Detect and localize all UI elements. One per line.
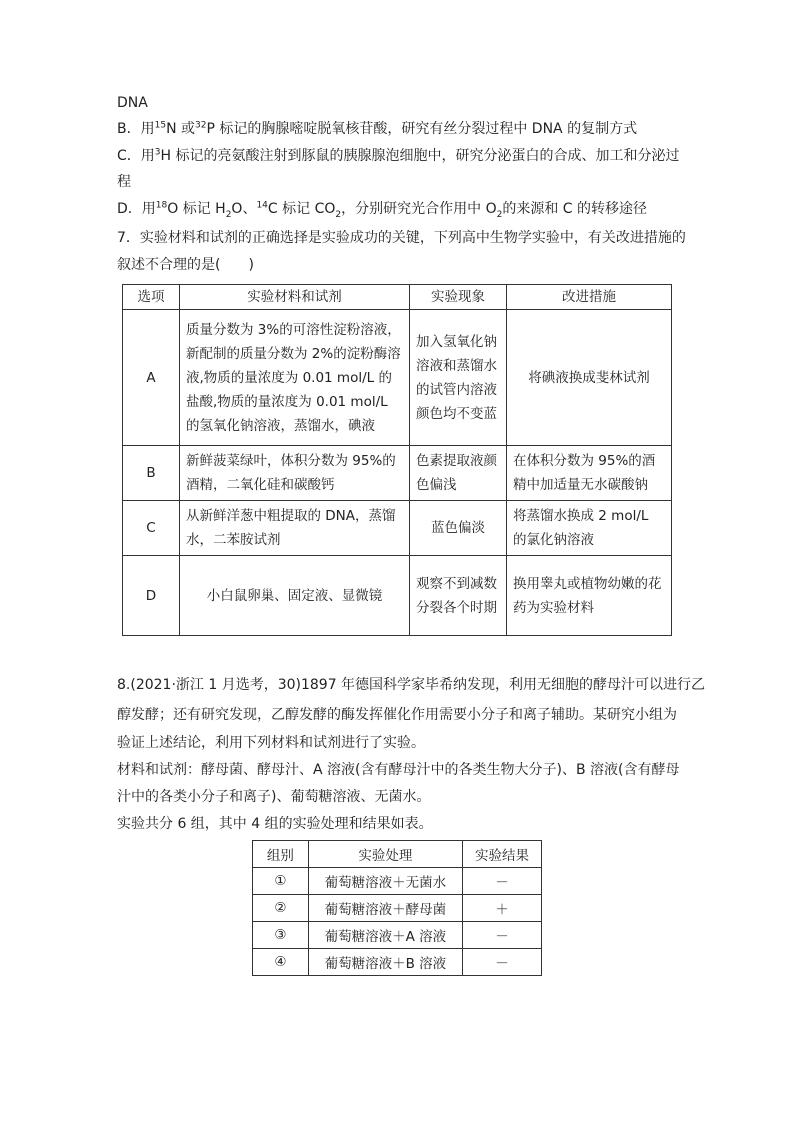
cell-material: 小白鼠卵巢、固定液、显微镜 bbox=[180, 556, 410, 636]
option-c-line bbox=[117, 146, 680, 166]
text: B．用 bbox=[117, 121, 155, 137]
subscript: 2 bbox=[225, 209, 232, 220]
text: 叙述不合理的是( ) bbox=[117, 257, 254, 273]
text: 8.(2021·浙江 1 月选考，30)1897 年德国科学家毕希纳发现，利用无细胞的酵母汁可以进行乙 bbox=[117, 677, 706, 693]
text-line-dna bbox=[117, 93, 148, 113]
cell-treatment: 葡萄糖溶液＋A 溶液 bbox=[308, 922, 462, 949]
superscript: 3 bbox=[154, 147, 161, 158]
cell-fix: 换用睾丸或植物幼嫩的花药为实验材料 bbox=[507, 556, 672, 636]
text: O 标记 H bbox=[167, 201, 226, 217]
question-8-table bbox=[252, 840, 542, 976]
cell-group: ① bbox=[253, 868, 309, 895]
cell-material: 新鲜菠菜绿叶，体积分数为 95%的酒精，二氧化硅和碳酸钙 bbox=[180, 446, 410, 501]
col-header: 实验处理 bbox=[308, 841, 462, 868]
question-8-line2 bbox=[117, 705, 677, 725]
subscript: 2 bbox=[335, 209, 342, 220]
cell-phenomenon: 蓝色偏淡 bbox=[410, 501, 507, 556]
table-row bbox=[123, 501, 672, 556]
text: 的来源和 C 的转移途径 bbox=[502, 201, 648, 217]
superscript: 32 bbox=[195, 120, 207, 131]
text: C 标记 CO bbox=[267, 201, 336, 217]
table-header-row bbox=[253, 841, 542, 868]
option-c-line-cont bbox=[117, 172, 131, 192]
text: 验证上述结论，利用下列材料和试剂进行了实验。 bbox=[117, 735, 425, 751]
option-b-line bbox=[117, 119, 637, 139]
table-row bbox=[123, 446, 672, 501]
cell-group: ④ bbox=[253, 949, 309, 976]
col-header: 实验材料和试剂 bbox=[180, 285, 410, 310]
cell-result: － bbox=[463, 868, 542, 895]
text: P 标记的胸腺嘧啶脱氧核苷酸，研究有丝分裂过程中 DNA 的复制方式 bbox=[206, 121, 638, 137]
text: O、 bbox=[231, 201, 257, 217]
question-8-line6 bbox=[117, 814, 433, 834]
cell-material: 质量分数为 3%的可溶性淀粉溶液，新配制的质量分数为 2%的淀粉酶溶液,物质的量浓度为 0.01 mol/L 的盐酸,物质的量浓度为 0.01 mol/L 的氢氧化钠溶液，蒸馏水，碘液 bbox=[180, 310, 410, 446]
cell-phenomenon: 观察不到减数分裂各个时期 bbox=[410, 556, 507, 636]
cell-group: ② bbox=[253, 895, 309, 922]
text: 程 bbox=[117, 174, 131, 190]
cell-fix: 将碘液换成斐林试剂 bbox=[507, 310, 672, 446]
text: C．用 bbox=[117, 148, 155, 164]
text: 汁中的各类小分子和离子)、葡萄糖溶液、无菌水。 bbox=[117, 789, 431, 805]
question-8-line4 bbox=[117, 760, 679, 780]
text: ，分别研究光合作用中 O bbox=[341, 201, 497, 217]
table-row bbox=[253, 895, 542, 922]
table-header-row bbox=[123, 285, 672, 310]
cell-result: ＋ bbox=[463, 895, 542, 922]
cell-option: D bbox=[123, 556, 180, 636]
cell-group: ③ bbox=[253, 922, 309, 949]
question-8-line3 bbox=[117, 733, 425, 753]
cell-fix: 将蒸馏水换成 2 mol/L 的氯化钠溶液 bbox=[507, 501, 672, 556]
table-row bbox=[123, 556, 672, 636]
cell-option: C bbox=[123, 501, 180, 556]
table-row bbox=[123, 310, 672, 446]
col-header: 选项 bbox=[123, 285, 180, 310]
text: H 标记的亮氨酸注射到豚鼠的胰腺腺泡细胞中，研究分泌蛋白的合成、加工和分泌过 bbox=[160, 148, 680, 164]
table-row bbox=[253, 949, 542, 976]
text: DNA bbox=[117, 95, 148, 111]
superscript: 18 bbox=[155, 200, 168, 211]
col-header: 实验现象 bbox=[410, 285, 507, 310]
question-7-line2 bbox=[117, 255, 254, 275]
text: 7．实验材料和试剂的正确选择是实验成功的关键，下列高中生物学实验中，有关改进措施的 bbox=[117, 230, 686, 246]
cell-option: A bbox=[123, 310, 180, 446]
col-header: 改进措施 bbox=[507, 285, 672, 310]
question-7-line1 bbox=[117, 228, 686, 248]
cell-phenomenon: 加入氢氧化钠溶液和蒸馏水的试管内溶液颜色均不变蓝 bbox=[410, 310, 507, 446]
text: 材料和试剂：酵母菌、酵母汁、A 溶液(含有酵母汁中的各类生物大分子)、B 溶液(含有酵母 bbox=[117, 762, 680, 778]
col-header: 实验结果 bbox=[463, 841, 542, 868]
question-8-line5 bbox=[117, 787, 430, 807]
question-7-table bbox=[122, 284, 672, 636]
col-header: 组别 bbox=[253, 841, 309, 868]
superscript: 14 bbox=[256, 200, 268, 211]
cell-treatment: 葡萄糖溶液＋B 溶液 bbox=[308, 949, 462, 976]
subscript: 2 bbox=[496, 209, 503, 220]
cell-treatment: 葡萄糖溶液＋酵母菌 bbox=[308, 895, 462, 922]
cell-treatment: 葡萄糖溶液＋无菌水 bbox=[308, 868, 462, 895]
table-row bbox=[253, 868, 542, 895]
table-row bbox=[253, 922, 542, 949]
text: 醇发酵；还有研究发现，乙醇发酵的酶发挥催化作用需要小分子和离子辅助。某研究小组为 bbox=[117, 707, 677, 723]
option-d-line bbox=[117, 199, 647, 219]
superscript: 15 bbox=[154, 120, 167, 131]
text: 实验共分 6 组，其中 4 组的实验处理和结果如表。 bbox=[117, 816, 433, 832]
question-8-line1 bbox=[117, 675, 705, 695]
cell-phenomenon: 色素提取液颜色偏浅 bbox=[410, 446, 507, 501]
text: N 或 bbox=[166, 121, 195, 137]
cell-material: 从新鲜洋葱中粗提取的 DNA，蒸馏水，二苯胺试剂 bbox=[180, 501, 410, 556]
text: D．用 bbox=[117, 201, 156, 217]
cell-result: － bbox=[463, 922, 542, 949]
cell-fix: 在体积分数为 95%的酒精中加适量无水碳酸钠 bbox=[507, 446, 672, 501]
cell-result: － bbox=[463, 949, 542, 976]
cell-option: B bbox=[123, 446, 180, 501]
